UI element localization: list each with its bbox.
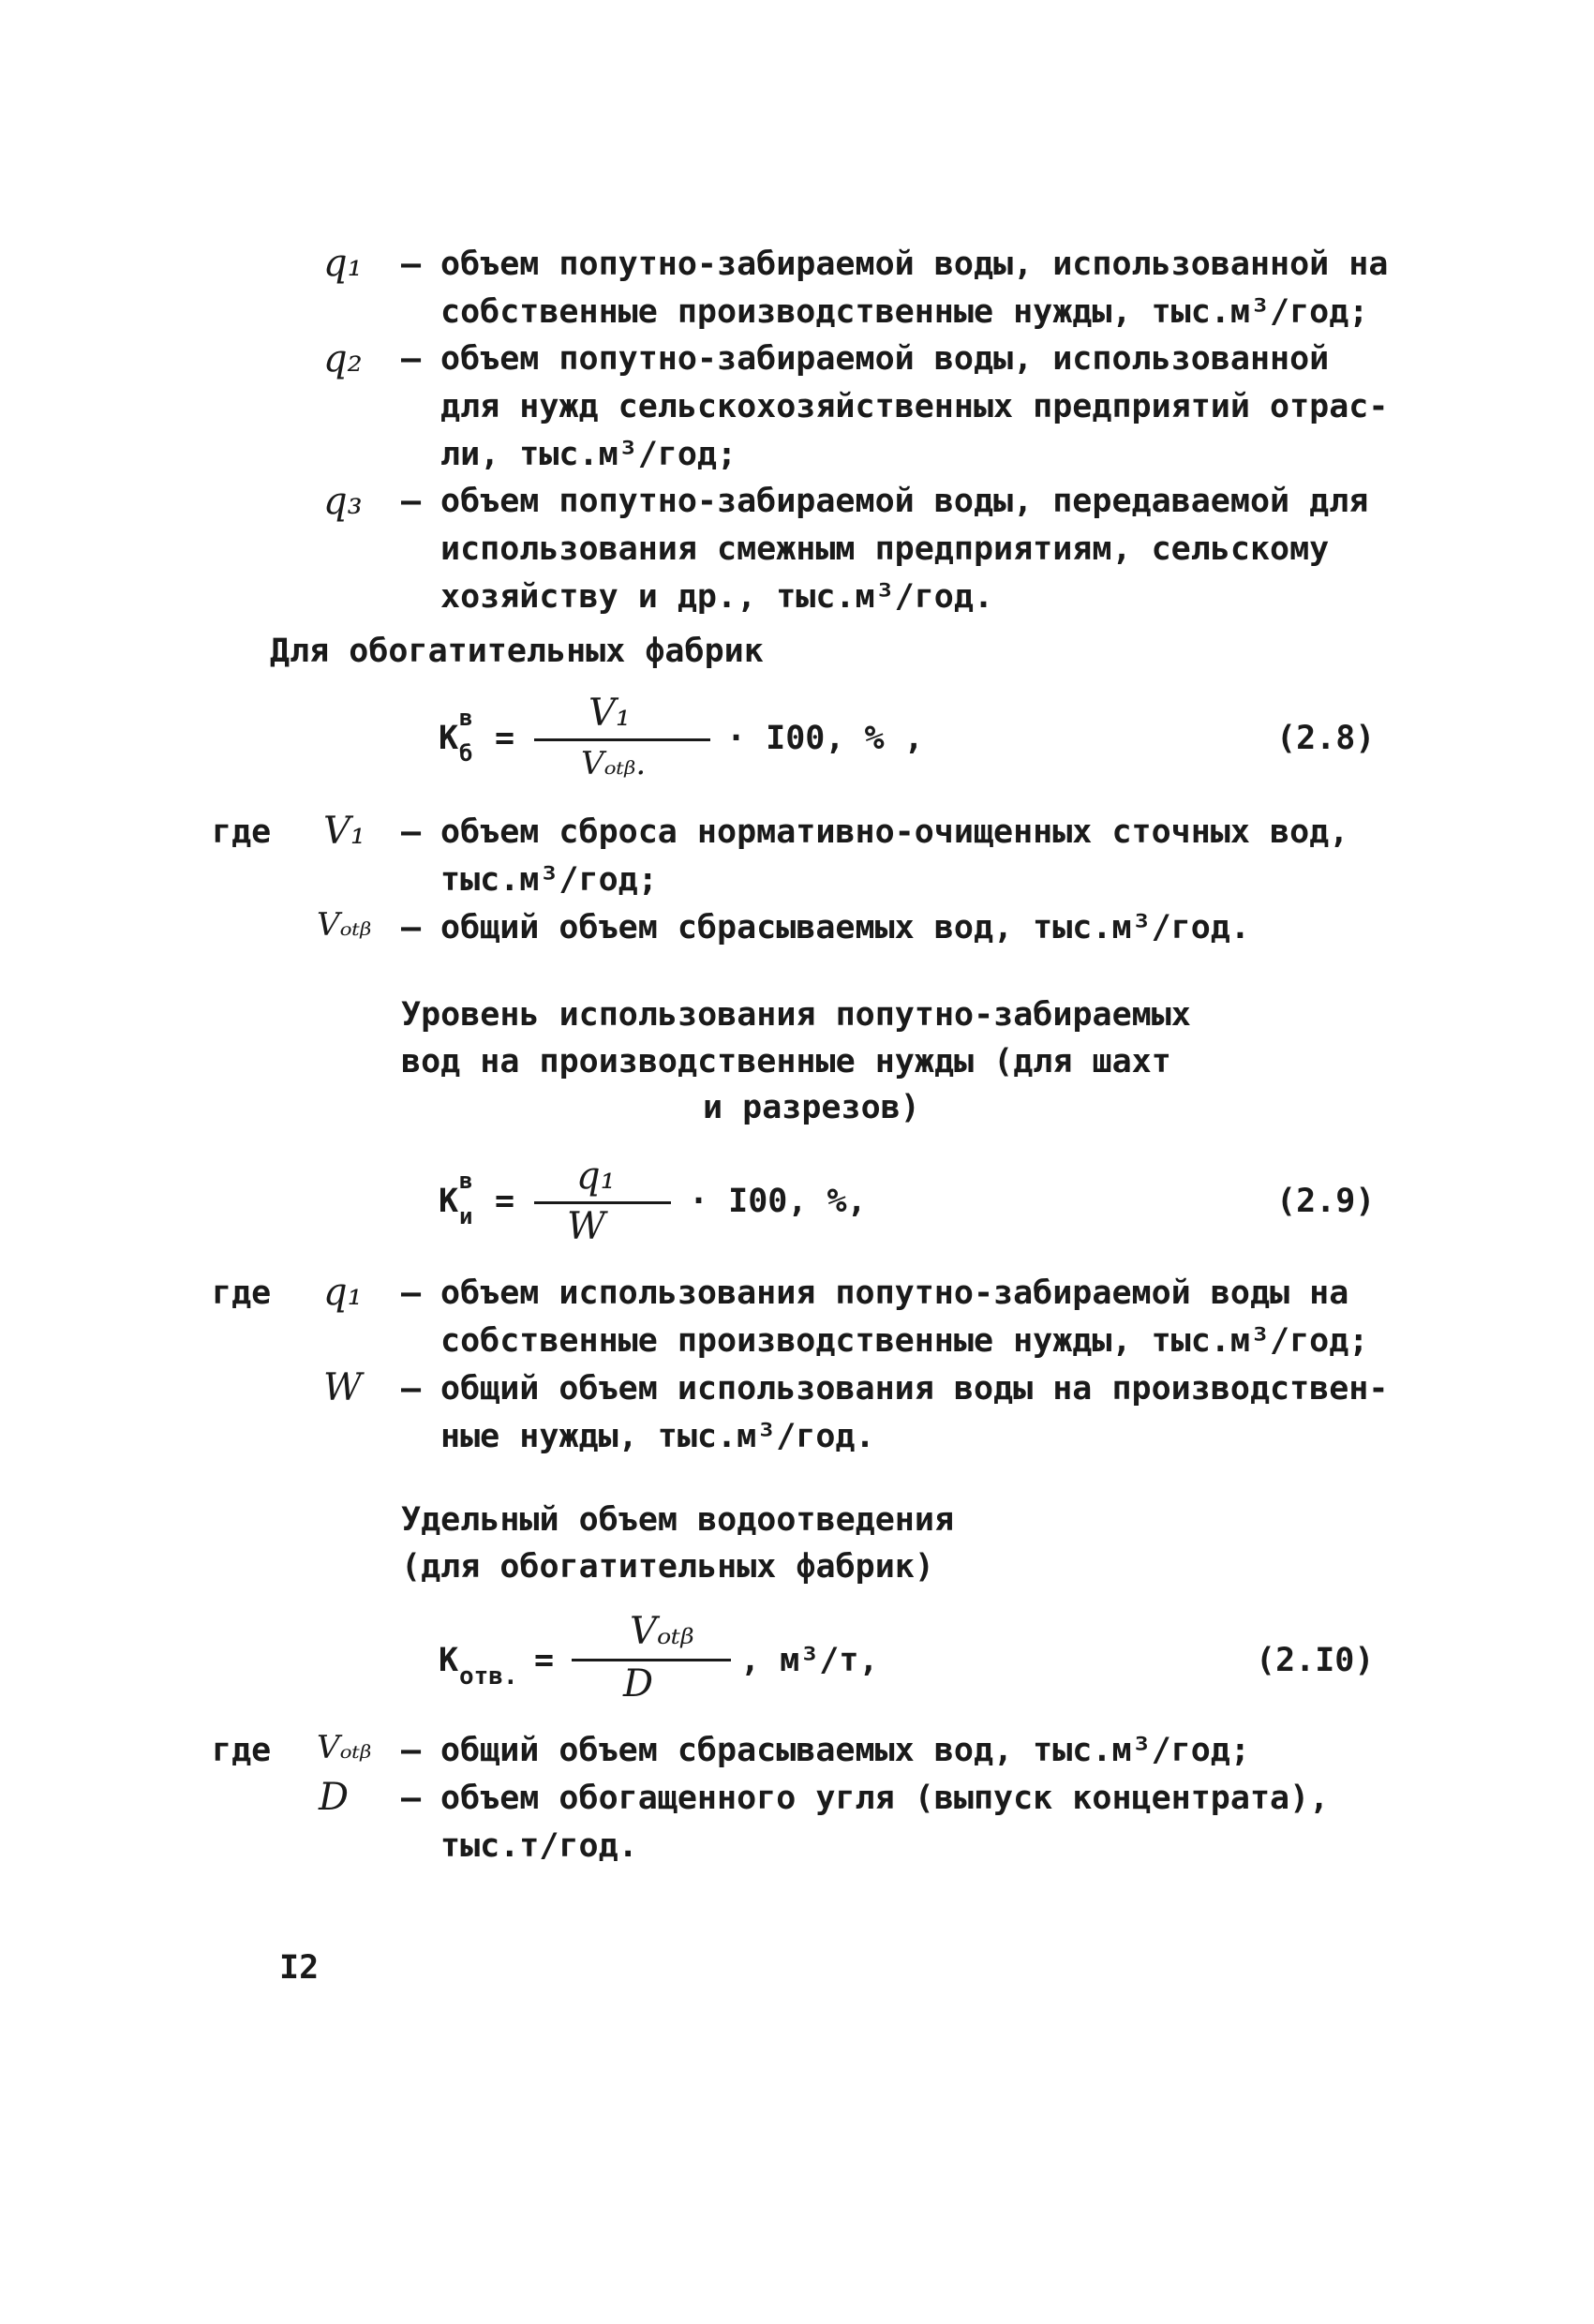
definition-dash: –	[401, 340, 422, 378]
formula-denominator: D	[623, 1662, 654, 1706]
formula-tail: · I00, %,	[689, 1183, 867, 1220]
definition-line: тыс.м³/год;	[440, 861, 658, 899]
heading-line: (для обогатительных фабрик)	[401, 1548, 934, 1586]
page-number: I2	[279, 1949, 320, 1987]
symbol-q3: q₃	[323, 480, 363, 523]
formula-lhs: К	[439, 1642, 459, 1679]
formula-lhs-subscript: б	[459, 740, 473, 767]
formula-numerator: V₁	[588, 692, 631, 735]
formula-equals: =	[495, 1183, 515, 1220]
definition-dash: –	[401, 813, 422, 851]
definition-line: объем сброса нормативно-очищенных сточных вод,	[440, 813, 1349, 851]
fraction-bar	[534, 738, 710, 741]
formula-tail: , м³/т,	[740, 1642, 879, 1679]
formula-denominator: W	[567, 1205, 606, 1248]
symbol-q2: q₂	[323, 337, 363, 380]
definition-dash: –	[401, 483, 422, 520]
formula-numerator: q₁	[576, 1155, 616, 1198]
definition-line: общий объем использования воды на производствен-	[440, 1370, 1389, 1408]
symbol-d: D	[319, 1776, 350, 1819]
definition-line: объем попутно-забираемой воды, использованной	[440, 340, 1330, 378]
formula-tail: · I00, % ,	[726, 720, 924, 757]
formula-lhs-superscript: в	[459, 1168, 473, 1194]
definition-dash: –	[401, 1274, 422, 1312]
definition-line: общий объем сбрасываемых вод, тыс.м³/год;	[440, 1732, 1250, 1769]
definition-line: объем попутно-забираемой воды, использованной на	[440, 246, 1389, 283]
formula-lhs-subscript: отв.	[459, 1662, 518, 1691]
definition-line: для нужд сельскохозяйственных предприятий отрас-	[440, 388, 1389, 425]
definition-line: собственные производственные нужды, тыс.м³/год;	[440, 1322, 1369, 1360]
definition-line: общий объем сбрасываемых вод, тыс.м³/год.	[440, 909, 1250, 946]
symbol-v1: V₁	[323, 810, 365, 853]
definition-line: ные нужды, тыс.м³/год.	[440, 1418, 875, 1455]
definition-dash: –	[401, 909, 422, 946]
definition-line: объем попутно-забираемой воды, передаваемой для	[440, 483, 1369, 520]
equation-number: (2.9)	[1276, 1183, 1376, 1220]
definition-line: объем использования попутно-забираемой воды на	[440, 1274, 1349, 1312]
symbol-q1: q₁	[323, 1271, 363, 1314]
formula-lhs-subscript: и	[459, 1203, 473, 1229]
fraction-bar	[534, 1201, 671, 1204]
equation-number: (2.I0)	[1256, 1642, 1375, 1679]
formula-equals: =	[495, 720, 515, 757]
definition-line: объем обогащенного угля (выпуск концентрата),	[440, 1780, 1330, 1817]
formula-lhs: К	[439, 1183, 459, 1220]
section-heading: Для обогатительных фабрик	[270, 633, 764, 670]
where-label: где	[212, 1732, 272, 1769]
definition-line: ли, тыс.м³/год;	[440, 436, 737, 473]
definition-line: использования смежным предприятиям, сельскому	[440, 530, 1330, 568]
symbol-w: W	[323, 1366, 363, 1409]
definition-dash: –	[401, 1370, 422, 1408]
heading-line: Удельный объем водоотведения	[401, 1501, 955, 1539]
heading-line: Уровень использования попутно-забираемых	[401, 996, 1191, 1034]
definition-dash: –	[401, 1732, 422, 1769]
symbol-votv: Vₒₜᵦ	[317, 1729, 372, 1766]
symbol-q1: q₁	[323, 242, 363, 285]
definition-line: собственные производственные нужды, тыс.м³/год;	[440, 293, 1369, 331]
definition-dash: –	[401, 1780, 422, 1817]
equation-number: (2.8)	[1276, 720, 1376, 757]
definition-line: хозяйству и др., тыс.м³/год.	[440, 578, 994, 616]
where-label: где	[212, 1274, 272, 1312]
heading-line: и разрезов)	[703, 1089, 920, 1126]
formula-lhs: К	[439, 720, 459, 757]
definition-dash: –	[401, 246, 422, 283]
fraction-bar	[572, 1659, 731, 1661]
formula-numerator: Vₒₜᵦ	[630, 1610, 694, 1653]
formula-denominator: Vₒₜᵦ.	[581, 745, 647, 782]
symbol-votv: Vₒₜᵦ	[317, 906, 372, 944]
where-label: где	[212, 813, 272, 851]
definition-line: тыс.т/год.	[440, 1827, 638, 1865]
formula-lhs-superscript: в	[459, 705, 473, 731]
formula-equals: =	[534, 1642, 555, 1679]
heading-line: вод на производственные нужды (для шахт	[401, 1043, 1171, 1080]
